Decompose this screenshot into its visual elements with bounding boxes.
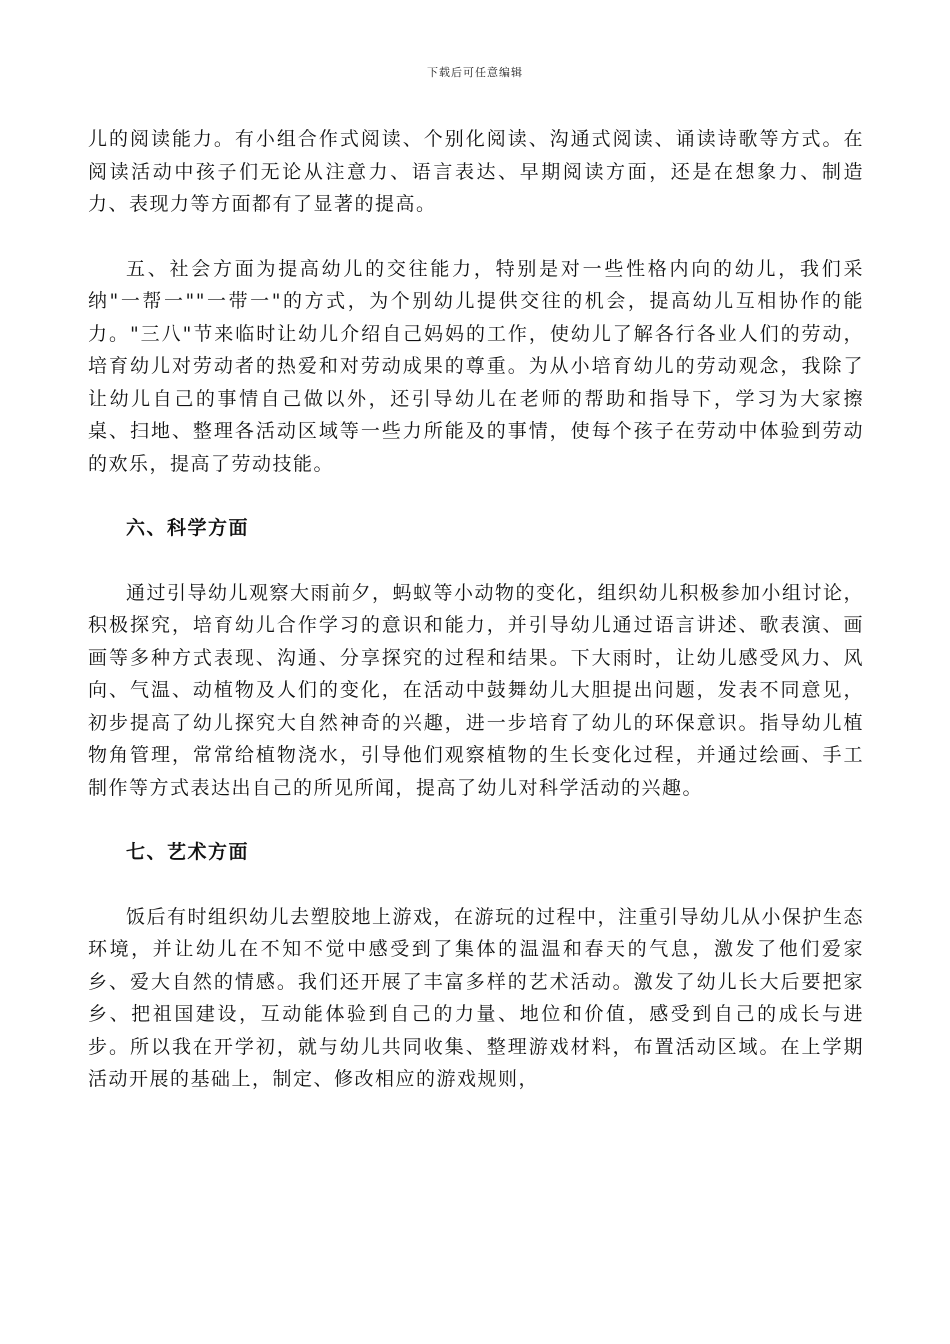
section-heading-science: 六、科学方面: [126, 517, 250, 539]
paragraph-spacer: [88, 480, 864, 512]
paragraph-art: 饭后有时组织幼儿去塑胶地上游戏，在游玩的过程中，注重引导幼儿从小保护生态环境，并让幼儿在不知不觉中感受到了集体的温温和春天的气息，激发了他们爱家乡、爱大自然的情感。我们还开展了丰富多样的艺术活动。激发了幼儿长大后要把家乡、把祖国建设，互动能体验到自己的力量、地位和价值，感受到自己的成长与进步。所以我在开学初，就与幼儿共同收集、整理游戏材料，布置活动区域。在上学期活动开展的基础上，制定、修改相应的游戏规则，: [88, 905, 865, 1090]
paragraph-spacer: [88, 869, 864, 901]
paragraph-spacer: [88, 804, 864, 836]
paragraph-science: 通过引导幼儿观察大雨前夕，蚂蚁等小动物的变化，组织幼儿积极参加小组讨论，积极探究，培育幼儿合作学习的意识和能力，并引导幼儿通过语言讲述、歌表演、画画等多种方式表现、沟通、分享探究的过程和结果。下大雨时，让幼儿感受风力、风向、气温、动植物及人们的变化，在活动中鼓舞幼儿大胆提出问题，发表不同意见，初步提高了幼儿探究大自然神奇的兴趣，进一步培育了幼儿的环保意识。指导幼儿植物角管理，常常给植物浇水，引导他们观察植物的生长变化过程，并通过绘画、手工制作等方式表达出自己的所见所闻，提高了幼儿对科学活动的兴趣。: [88, 581, 865, 799]
page-header: 下载后可任意编辑: [427, 66, 523, 79]
paragraph-social: 五、社会方面为提高幼儿的交往能力，特别是对一些性格内向的幼儿，我们采纳"一帮一""一带一"的方式，为个别幼儿提供交往的机会，提高幼儿互相协作的能力。"三八"节来临时让幼儿介绍自己妈妈的工作，使幼儿了解各行各业人们的劳动，培育幼儿对劳动者的热爱和对劳动成果的尊重。为从小培育幼儿的劳动观念，我除了让幼儿自己的事情自己做以外，还引导幼儿在老师的帮助和指导下，学习为大家擦桌、扫地、整理各活动区域等一些力所能及的事情，使每个孩子在劳动中体验到劳动的欢乐，提高了劳动技能。: [88, 257, 864, 475]
paragraph-spacer: [88, 221, 864, 253]
document-body: [88, 123, 864, 1096]
paragraph-reading-ability: 儿的阅读能力。有小组合作式阅读、个别化阅读、沟通式阅读、诵读诗歌等方式。在阅读活动中孩子们无论从注意力、语言表达、早期阅读方面，还是在想象力、制造力、表现力等方面都有了显著的提高。: [88, 128, 864, 215]
paragraph-spacer: [88, 545, 864, 577]
section-heading-art: 七、艺术方面: [126, 841, 250, 863]
